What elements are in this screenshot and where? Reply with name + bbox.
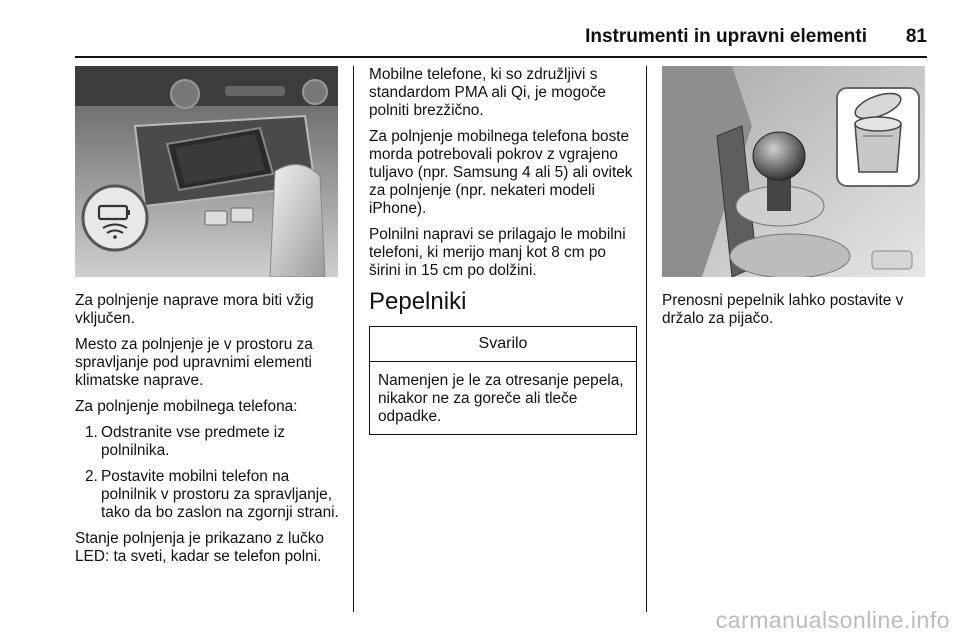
right-column-text	[662, 292, 927, 336]
paragraph: Mobilne telefone, ki so združljivi s standardom PMA ali Qi, je mogoče polniti brezžično.	[369, 66, 606, 119]
paragraph: Polnilni napravi se prilagajo le mobilni telefoni, ki merijo manj kot 8 cm po širini in 15 cm po dolžini.	[369, 226, 626, 279]
header-rule	[75, 56, 927, 58]
figure-caption: Prenosni pepelnik lahko postavite v držalo za pijačo.	[662, 292, 904, 327]
paragraph: Za polnjenje mobilnega telefona:	[75, 398, 298, 415]
step-text: Odstranite vse predmete iz polnilnika.	[101, 424, 285, 459]
section-heading: Pepelniki	[369, 288, 467, 315]
warning-title: Svarilo	[370, 327, 636, 362]
step-text: Postavite mobilni telefon na polnilnik v prostoru za spravljanje, tako da bo zaslon na zgornji strani.	[101, 468, 339, 521]
ashtray-illustration	[662, 66, 925, 277]
column-divider-left	[353, 66, 354, 612]
middle-column-text	[369, 66, 637, 435]
paragraph: Stanje polnjenja je prikazano z lučko LED: ta sveti, kadar se telefon polni.	[75, 530, 324, 565]
ashtray-figure	[662, 66, 925, 277]
step-list	[75, 424, 343, 522]
page-header	[75, 22, 927, 58]
charging-pad-illustration	[75, 66, 338, 277]
paragraph: Mesto za polnjenje je v prostoru za spravljanje pod upravnimi elementi klimatske naprave.	[75, 336, 313, 389]
column-divider-right	[646, 66, 647, 612]
warning-box	[369, 326, 637, 435]
paragraph: Za polnjenje naprave mora biti vžig vključen.	[75, 292, 314, 327]
warning-text: Namenjen je le za otresanje pepela, nikakor ne za goreče ali tleče odpadke.	[378, 372, 624, 425]
watermark: carmanualsonline.info	[715, 607, 950, 633]
section-title: Instrumenti in upravni elementi	[585, 26, 867, 47]
step-number: 2.	[85, 468, 98, 485]
left-column-text	[75, 292, 343, 574]
step-item	[75, 468, 343, 522]
page-number: 81	[905, 26, 927, 47]
step-item	[75, 424, 343, 460]
charging-pad-figure	[75, 66, 338, 277]
step-number: 1.	[85, 424, 98, 441]
paragraph: Za polnjenje mobilnega telefona boste morda potrebovali pokrov z vgrajeno tuljavo (npr. Samsung 4 ali 5) ali ovitek za polnjenje (npr. nekateri modeli iPhone).	[369, 128, 633, 217]
